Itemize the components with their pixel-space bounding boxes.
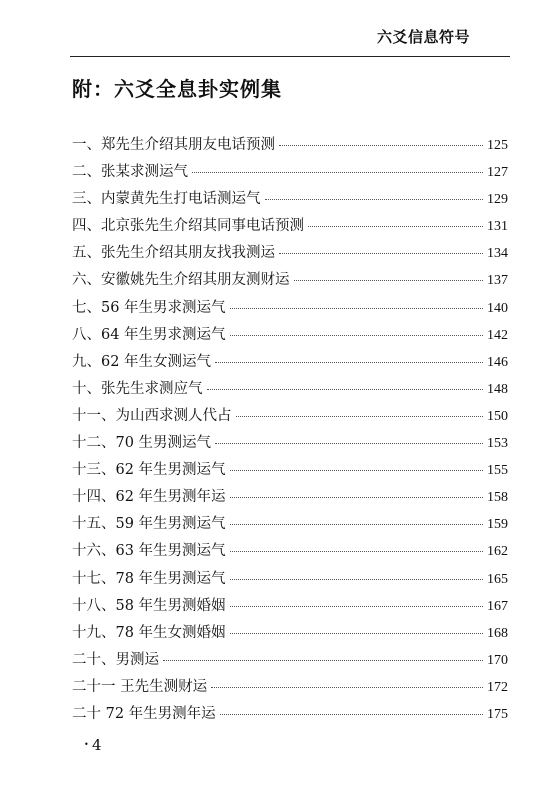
toc-entry (72, 214, 508, 241)
toc-entry-label: 十三、62 年生男测运气 (72, 462, 226, 479)
toc-entry-page: 125 (487, 138, 508, 153)
toc-entry (72, 133, 508, 160)
toc-entry-label: 六、安徽姚先生介绍其朋友测财运 (72, 272, 290, 289)
toc-entry-page: 153 (487, 436, 508, 452)
toc-leader-dots (236, 415, 484, 417)
toc-entry-label: 三、内蒙黄先生打电话测运气 (72, 191, 261, 208)
toc-entry (72, 485, 508, 512)
toc-entry-page: 146 (487, 354, 508, 370)
toc-entry (72, 377, 508, 404)
toc-leader-dots (192, 171, 483, 173)
toc-entry-page: 150 (487, 408, 508, 424)
toc-entry-label: 四、北京张先生介绍其同事电话预测 (72, 218, 304, 235)
toc-leader-dots (230, 550, 483, 552)
table-of-contents (72, 133, 508, 729)
toc-leader-dots (230, 334, 483, 336)
toc-entry-page: 175 (487, 706, 508, 722)
toc-entry-page: 134 (487, 246, 508, 262)
toc-entry-page: 170 (487, 652, 508, 668)
toc-entry (72, 404, 508, 431)
toc-entry-label: 十四、62 年生男测年运 (72, 489, 226, 506)
toc-leader-dots (265, 198, 484, 200)
toc-entry-label: 七、56 年生男求测运气 (72, 299, 226, 316)
toc-entry (72, 675, 508, 702)
toc-entry (72, 594, 508, 621)
toc-leader-dots (294, 279, 484, 281)
toc-entry-label: 五、张先生介绍其朋友找我测运 (72, 245, 275, 262)
toc-entry (72, 323, 508, 350)
toc-entry-page: 137 (487, 273, 508, 289)
toc-leader-dots (211, 686, 483, 688)
toc-entry (72, 241, 508, 268)
toc-entry-label: 十九、78 年生女测婚姻 (72, 624, 226, 641)
page-number: 4 (92, 736, 102, 754)
toc-entry-page: 172 (487, 679, 508, 695)
toc-leader-dots (230, 307, 483, 309)
toc-entry (72, 187, 508, 214)
toc-entry (72, 268, 508, 295)
toc-entry-label: 一、郑先生介绍其朋友电话预测 (72, 137, 275, 153)
toc-entry-page: 168 (487, 625, 508, 641)
toc-entry-page: 140 (487, 300, 508, 316)
toc-entry (72, 350, 508, 377)
toc-entry-label: 二十、男测运 (72, 651, 159, 668)
toc-entry (72, 160, 508, 187)
header-title: 六爻信息符号 (376, 28, 470, 46)
toc-leader-dots (279, 252, 483, 254)
toc-entry (72, 296, 508, 323)
toc-entry-label: 十五、59 年生男测运气 (72, 516, 226, 533)
toc-entry-label: 十一、为山西求测人代占 (72, 407, 232, 424)
toc-entry-page: 158 (487, 490, 508, 506)
toc-entry-label: 二十 72 年生男测年运 (72, 705, 216, 722)
running-header (70, 22, 510, 57)
toc-leader-dots (230, 605, 483, 607)
toc-leader-dots (163, 659, 483, 661)
toc-leader-dots (279, 144, 483, 146)
toc-leader-dots (220, 713, 483, 715)
toc-entry-page: 148 (487, 381, 508, 397)
toc-leader-dots (215, 442, 483, 444)
toc-entry-page: 155 (487, 463, 508, 479)
toc-entry-page: 165 (487, 571, 508, 587)
toc-entry-label: 二十一 王先生测财运 (72, 678, 208, 695)
toc-entry-label: 十、张先生求测应气 (72, 380, 203, 397)
toc-leader-dots (215, 361, 483, 363)
toc-entry-label: 十六、63 年生男测运气 (72, 543, 226, 560)
toc-entry (72, 621, 508, 648)
toc-entry-page: 162 (487, 544, 508, 560)
toc-entry-page: 167 (487, 598, 508, 614)
toc-entry-label: 十二、70 生男测运气 (72, 435, 212, 452)
page-dot-mark: • (84, 740, 89, 749)
toc-leader-dots (230, 578, 483, 580)
toc-leader-dots (308, 225, 483, 227)
toc-entry (72, 458, 508, 485)
toc-entry (72, 512, 508, 539)
toc-entry-label: 十七、78 年生男测运气 (72, 570, 226, 587)
toc-entry-page: 129 (487, 192, 508, 208)
toc-leader-dots (230, 496, 483, 498)
toc-leader-dots (230, 469, 483, 471)
toc-leader-dots (230, 632, 483, 634)
toc-leader-dots (230, 523, 483, 525)
toc-entry (72, 431, 508, 458)
toc-entry (72, 702, 508, 729)
section-title: 附：六爻全息卦实例集 (72, 77, 282, 101)
toc-entry-label: 八、64 年生男求测运气 (72, 326, 226, 343)
toc-entry-page: 127 (487, 165, 508, 181)
toc-entry (72, 567, 508, 594)
toc-entry-page: 159 (487, 517, 508, 533)
toc-entry-label: 二、张某求测运气 (72, 164, 188, 181)
toc-entry-label: 十八、58 年生男测婚姻 (72, 597, 226, 614)
toc-entry-label: 九、62 年生女测运气 (72, 353, 212, 370)
toc-entry (72, 648, 508, 675)
toc-entry (72, 539, 508, 566)
toc-entry-page: 131 (487, 219, 508, 235)
toc-leader-dots (207, 388, 484, 390)
toc-entry-page: 142 (487, 327, 508, 343)
